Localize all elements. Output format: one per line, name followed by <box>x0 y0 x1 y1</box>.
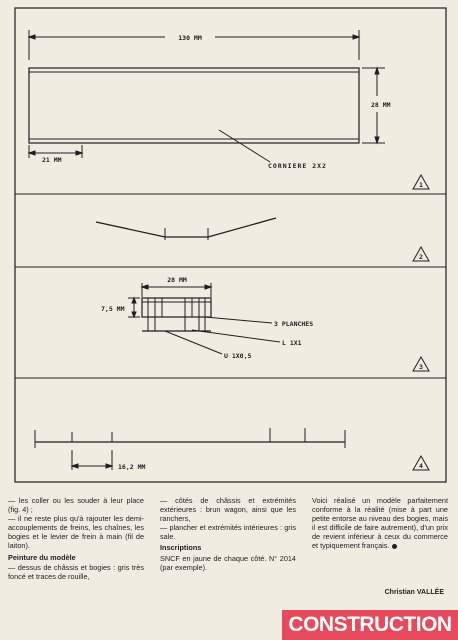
callout-corniere-label: CORNIERE 2X2 <box>268 162 327 170</box>
figure-1 <box>29 30 429 189</box>
figure-4 <box>35 428 429 470</box>
figure-2 <box>96 218 429 261</box>
dim-height-label: 28 MM <box>371 101 391 109</box>
leader-l <box>192 330 280 342</box>
paragraph: — il ne reste plus qu'à rajouter les demi-accouplements de freins, les chaînes, les bogies et le levier de frein à main (fil de laiton). <box>8 514 144 551</box>
paragraph: — les coller ou les souder à leur place (fig. 4) ; <box>8 496 144 515</box>
paragraph <box>312 496 448 551</box>
paragraph: — dessus de châssis et bogies : gris très foncé et traces de rouille, <box>8 562 144 581</box>
paragraph: — côtés de châssis et extrémités extérieures : brun wagon, ainsi que les ranchers, <box>160 496 296 524</box>
section-heading: Inscriptions <box>160 543 202 553</box>
leader-planches <box>205 317 272 323</box>
callout-l-label: L 1X1 <box>282 339 302 347</box>
dim-width-label: 28 MM <box>167 276 187 284</box>
chassis-outline <box>29 68 359 143</box>
dim-spacing-label: 16,2 MM <box>118 463 146 471</box>
fig-1-number: 1 <box>419 181 423 189</box>
fig-4-number: 4 <box>419 462 423 470</box>
column-2 <box>160 496 296 572</box>
paragraph-text: Voici réalisé un modèle parfaitement conforme à la réalité (mise à part une petite entorse au niveau des bogies, mais il est difficile de faire autrement), d'un prix de revient inférieur à ceux du commerce et typiquement français. <box>312 496 448 551</box>
dim-section-height-label: 7,5 MM <box>101 305 125 313</box>
dim-length-label: 130 MM <box>178 34 202 42</box>
author-signature: Christian VALLÉE <box>384 589 444 596</box>
end-bullet-icon <box>392 544 397 549</box>
column-1 <box>8 496 144 581</box>
leader-u <box>165 331 222 354</box>
column-3 <box>312 496 448 551</box>
fig-3-number: 3 <box>419 363 423 371</box>
section-banner: CONSTRUCTION <box>282 610 458 640</box>
callout-leader-corniere <box>219 130 270 162</box>
fig-2-number: 2 <box>419 253 423 261</box>
cross-section-body <box>142 298 211 317</box>
dim-offset-label: 21 MM <box>42 156 62 164</box>
paragraph: SNCF en jaune de chaque côté. N° 2014 (par exemple). <box>160 553 296 572</box>
drawing-frame <box>15 8 446 482</box>
article-body <box>8 496 450 604</box>
callout-planches-label: 3 PLANCHES <box>274 320 314 328</box>
callout-u-label: U 1X0,5 <box>224 352 252 360</box>
chassis-profile <box>96 218 276 237</box>
section-heading: Peinture du modèle <box>8 552 76 562</box>
paragraph: — plancher et extrémités intérieures : gris sale. <box>160 523 296 542</box>
